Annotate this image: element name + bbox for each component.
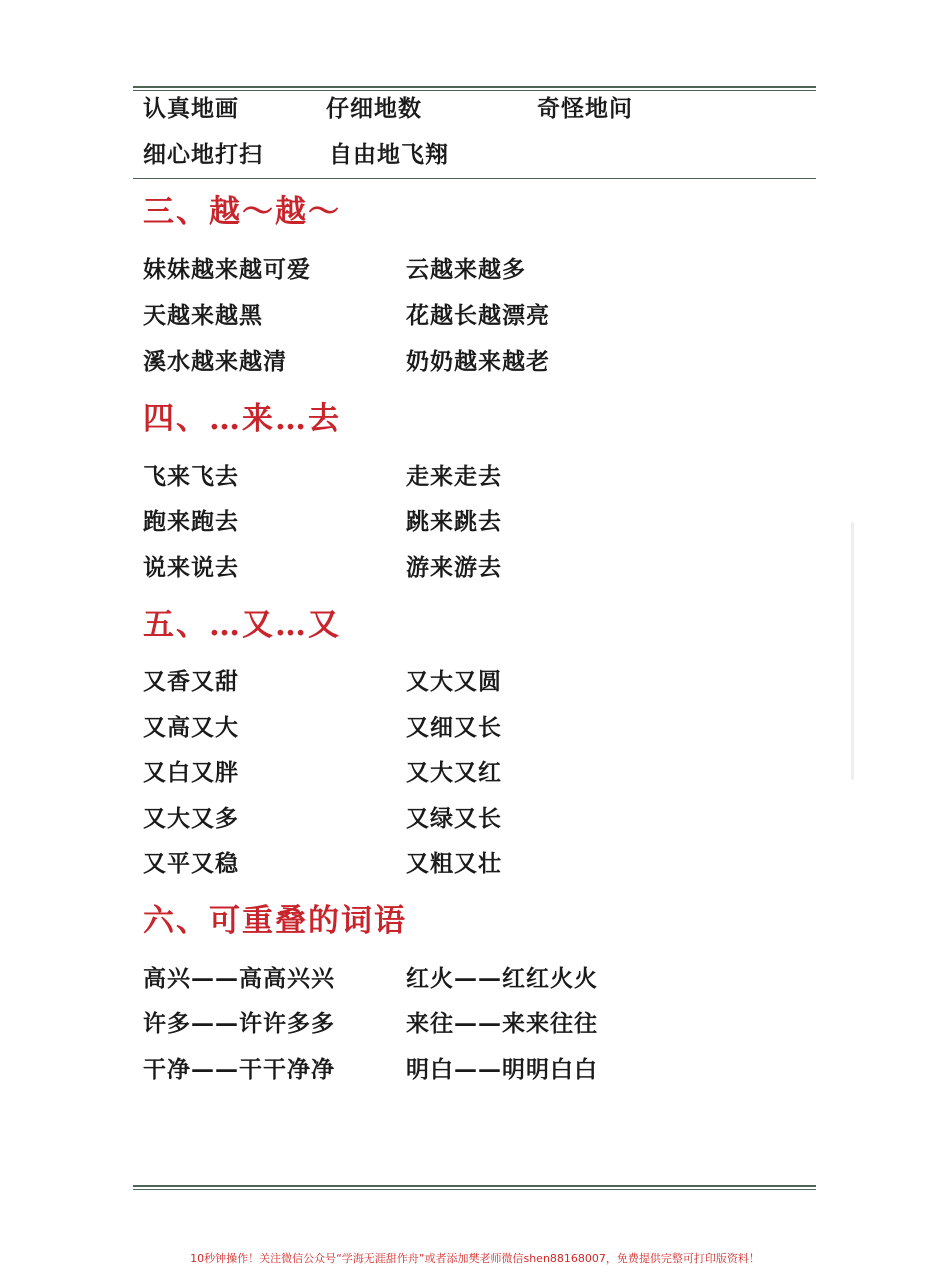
word-item: 云越来越多 <box>406 256 526 283</box>
section-four-heading: 四、…来…去 <box>143 401 341 437</box>
word-item: 又平又稳 <box>143 850 239 877</box>
word-item: 又细又长 <box>406 714 502 741</box>
word-item: 跑来跑去 <box>143 508 239 535</box>
word-item: 又白又胖 <box>143 759 239 786</box>
word-item: 又大又圆 <box>406 668 502 695</box>
word-item: 游来游去 <box>406 554 502 581</box>
word-item: 认真地画 <box>143 95 239 122</box>
bottom-double-rule <box>133 1185 816 1190</box>
word-item: 走来走去 <box>406 463 502 490</box>
word-item: 奇怪地问 <box>537 95 633 122</box>
word-item: 说来说去 <box>143 554 239 581</box>
word-item: 仔细地数 <box>326 95 422 122</box>
word-item: 又大又红 <box>406 759 502 786</box>
section-divider-rule <box>133 178 816 179</box>
word-item: 自由地飞翔 <box>329 141 449 168</box>
section-three-heading: 三、越～越～ <box>143 194 341 230</box>
word-item: 红火——红红火火 <box>406 965 598 992</box>
word-item: 又高又大 <box>143 714 239 741</box>
word-item: 又粗又壮 <box>406 850 502 877</box>
scan-edge-mark <box>851 522 854 780</box>
footer-notice: 10秒钟操作！关注微信公众号“学海无涯甜作舟”或者添加樊老师微信shen88168007，免费提供完整可打印版资料！ <box>190 1252 760 1265</box>
word-item: 又绿又长 <box>406 805 502 832</box>
word-item: 细心地打扫 <box>143 141 263 168</box>
word-item: 干净——干干净净 <box>143 1056 335 1083</box>
top-double-rule <box>133 86 816 91</box>
word-item: 花越长越漂亮 <box>406 302 550 329</box>
word-item: 奶奶越来越老 <box>406 348 550 375</box>
word-item: 溪水越来越清 <box>143 348 287 375</box>
word-item: 明白——明明白白 <box>406 1056 598 1083</box>
word-item: 又大又多 <box>143 805 239 832</box>
word-item: 许多——许许多多 <box>143 1010 335 1037</box>
word-item: 来往——来来往往 <box>406 1010 598 1037</box>
section-six-heading: 六、可重叠的词语 <box>143 903 407 939</box>
word-item: 高兴——高高兴兴 <box>143 965 335 992</box>
word-item: 跳来跳去 <box>406 508 502 535</box>
word-item: 天越来越黑 <box>143 302 263 329</box>
section-five-heading: 五、…又…又 <box>143 607 341 643</box>
word-item: 妹妹越来越可爱 <box>143 256 311 283</box>
word-item: 飞来飞去 <box>143 463 239 490</box>
word-item: 又香又甜 <box>143 668 239 695</box>
